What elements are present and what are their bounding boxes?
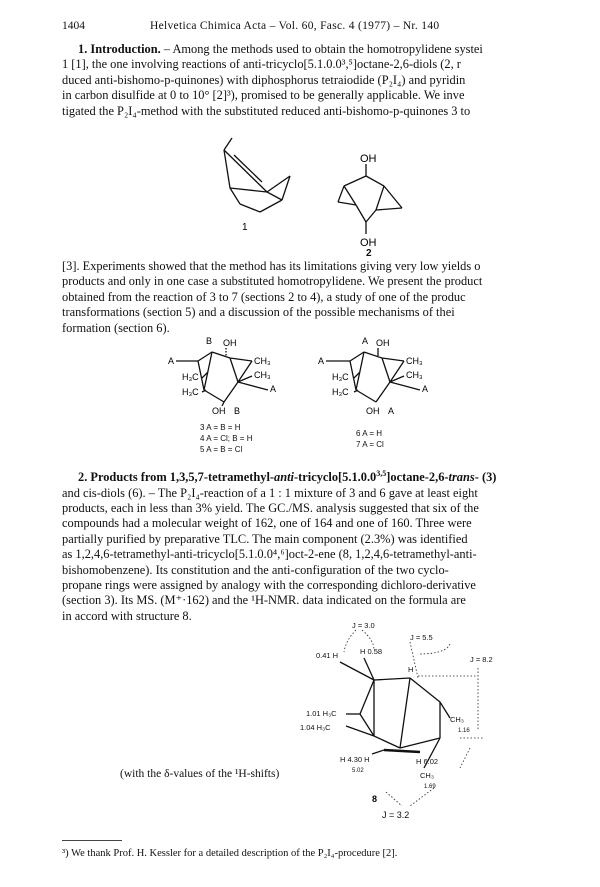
para2-line-5: formation (section 6).	[62, 320, 170, 335]
structure-8-caption: (with the δ-values of the ¹H-shifts)	[120, 768, 280, 780]
s35-OH-top: OH	[223, 338, 237, 348]
s8-j-55: J = 5.5	[410, 633, 433, 642]
s67-A-bottom: A	[388, 406, 395, 416]
legend-6: 6 A = H	[356, 429, 383, 438]
s35-A-left: A	[168, 356, 175, 366]
section2-line-2: products, each in less than 3% yield. The GC./MS. analysis suggested that six of the	[62, 500, 479, 515]
s35-B-top: B	[206, 336, 213, 346]
s8-ch3-169: CH₃	[420, 771, 434, 780]
structure-1-label: 1	[242, 222, 248, 233]
structure-2-label: 2	[366, 248, 372, 259]
s35-A-right: A	[270, 384, 277, 394]
s35-B-bottom: B	[234, 406, 241, 416]
intro-paragraph	[62, 42, 540, 119]
s8-ch3-116: CH₃	[450, 715, 464, 724]
section-2-paragraph	[62, 466, 540, 624]
s8-h3c-101: 1.01 H₃C	[306, 709, 337, 718]
section2-line-7: propane rings were assigned by analogy with the corresponding dichloro-derivative	[62, 577, 476, 592]
intro-line-1: – Among the methods used to obtain the homotropylidene systei	[160, 42, 483, 56]
s67-CH3-b: CH₃	[406, 370, 423, 380]
section2-line-9: in accord with structure 8.	[62, 608, 192, 623]
s8-h3c-104: 1.04 H₃C	[300, 723, 331, 732]
intro-heading: 1. Introduction.	[78, 42, 161, 56]
s35-H3C-a: H₃C	[182, 372, 199, 382]
s8-h-058: H 0.58	[360, 647, 383, 656]
s35-CH3-b: CH₃	[254, 370, 271, 380]
s8-h-602: H 6.02	[416, 757, 439, 766]
section2-line-1: and cis-diols (6). – The P₂I₄-reaction of a 1 : 1 mixture of 3 and 6 gave at least eight	[62, 485, 478, 500]
s8-v116: 1.16	[458, 728, 470, 734]
s67-A-left: A	[318, 356, 325, 366]
para2-line-1: [3]. Experiments showed that the method has its limitations giving very low yields o	[62, 259, 481, 273]
legend-4: 4 A = Cl; B = H	[200, 434, 253, 443]
s8-h-right: H	[408, 665, 414, 674]
s8-j-82: J = 8.2	[470, 655, 493, 664]
intro-line-2: 1 [1], the one involving reactions of anti-tricyclo[5.1.0.0³,⁵]octane-2,6-diols (2, r	[62, 57, 461, 72]
structure-2	[320, 150, 420, 250]
section-2-heading-line-1: 2. Products from 1,3,5,7-tetramethyl-anti-tricyclo[5.1.0.0$^{3,5}$]octane-2,6-trans- (3)	[78, 469, 497, 485]
s35-OH-bottom: OH	[212, 406, 226, 416]
legend-7: 7 A = Cl	[356, 440, 384, 449]
section2-line-3: compounds had a molecular weight of 162, one of 164 and one of 160. Three were	[62, 516, 472, 531]
s35-CH3-a: CH₃	[254, 356, 271, 366]
section2-line-6: bishomobenzene). Its constitution and the anti-configuration of the two cyclo-	[62, 562, 449, 577]
s8-v502: 5.02	[352, 768, 364, 774]
structure-3-5-legend	[200, 422, 252, 455]
intro-line-4: in carbon disulfide at 0 to 10° [2]³), promised to be generally applicable. We inve	[62, 88, 465, 103]
legend-3: 3 A = B = H	[200, 423, 241, 432]
structure-1	[212, 120, 302, 235]
para2-line-3: obtained from the reaction of 3 to 7 (sections 2 to 4), a study of one of the produc	[62, 289, 466, 304]
para2-line-4: transformations (section 5) and a discussion of the possible mechanisms of thei	[62, 305, 455, 320]
s8-v169: 1.69	[424, 784, 436, 790]
s67-H3C-b: H₃C	[332, 387, 349, 397]
structure-8-label: 8	[372, 794, 378, 804]
section2-line-8: (section 3). Its MS. (M⁺·162) and the ¹H-NMR. data indicated on the formula are	[62, 593, 466, 608]
footnote-rule	[62, 840, 122, 841]
section2-line-5: as 1,2,4,6-tetramethyl-anti-tricyclo[5.1.0.0⁴,⁶]oct-2-ene (8, 1,2,4,6-tetramethyl-anti-	[62, 547, 477, 562]
structure-3-5	[168, 334, 298, 432]
structure-2-oh-top: OH	[360, 153, 377, 165]
s35-H3C-b: H₃C	[182, 387, 199, 397]
intro-line-3: duced anti-bishomo-p-quinones) with diphosphorus tetraiodide (P₂I₄) and pyridin	[62, 72, 466, 87]
s67-H3C-a: H₃C	[332, 372, 349, 382]
para2-line-2: products and only in one case a substituted homotropylidene. We present the product	[62, 274, 483, 289]
s67-OH-bottom: OH	[366, 406, 380, 416]
s67-CH3-a: CH₃	[406, 356, 423, 366]
structure-2-oh-bottom: OH	[360, 237, 377, 249]
intro-line-5: tigated the P₂I₄-method with the substituted reduced anti-bishomo-p-quinones 3 to	[62, 103, 471, 118]
legend-5: 5 A = B = Cl	[200, 445, 243, 454]
s8-j-bottom: J = 3.2	[382, 810, 410, 820]
s8-h-430: H 4.30 H	[340, 755, 370, 764]
footnote-3: ³) We thank Prof. H. Kessler for a detailed description of the P₂I₄-procedure [2].	[62, 848, 398, 859]
running-title: Helvetica Chimica Acta – Vol. 60, Fasc. 4 (1977) – Nr. 140	[150, 20, 440, 32]
s67-A-top: A	[362, 336, 369, 346]
structure-6-7	[318, 334, 448, 432]
structure-8	[300, 618, 530, 826]
s8-j-top: J = 3.0	[352, 621, 375, 630]
s8-h-041: 0.41 H	[316, 651, 339, 660]
s67-OH-top: OH	[376, 338, 390, 348]
page-number: 1404	[62, 20, 85, 32]
structure-6-7-legend	[356, 428, 384, 450]
section2-line-4: partially purified by preparative TLC. The main component (2.3%) was identified	[62, 531, 468, 546]
paragraph-2	[62, 259, 540, 336]
s67-A-right: A	[422, 384, 429, 394]
